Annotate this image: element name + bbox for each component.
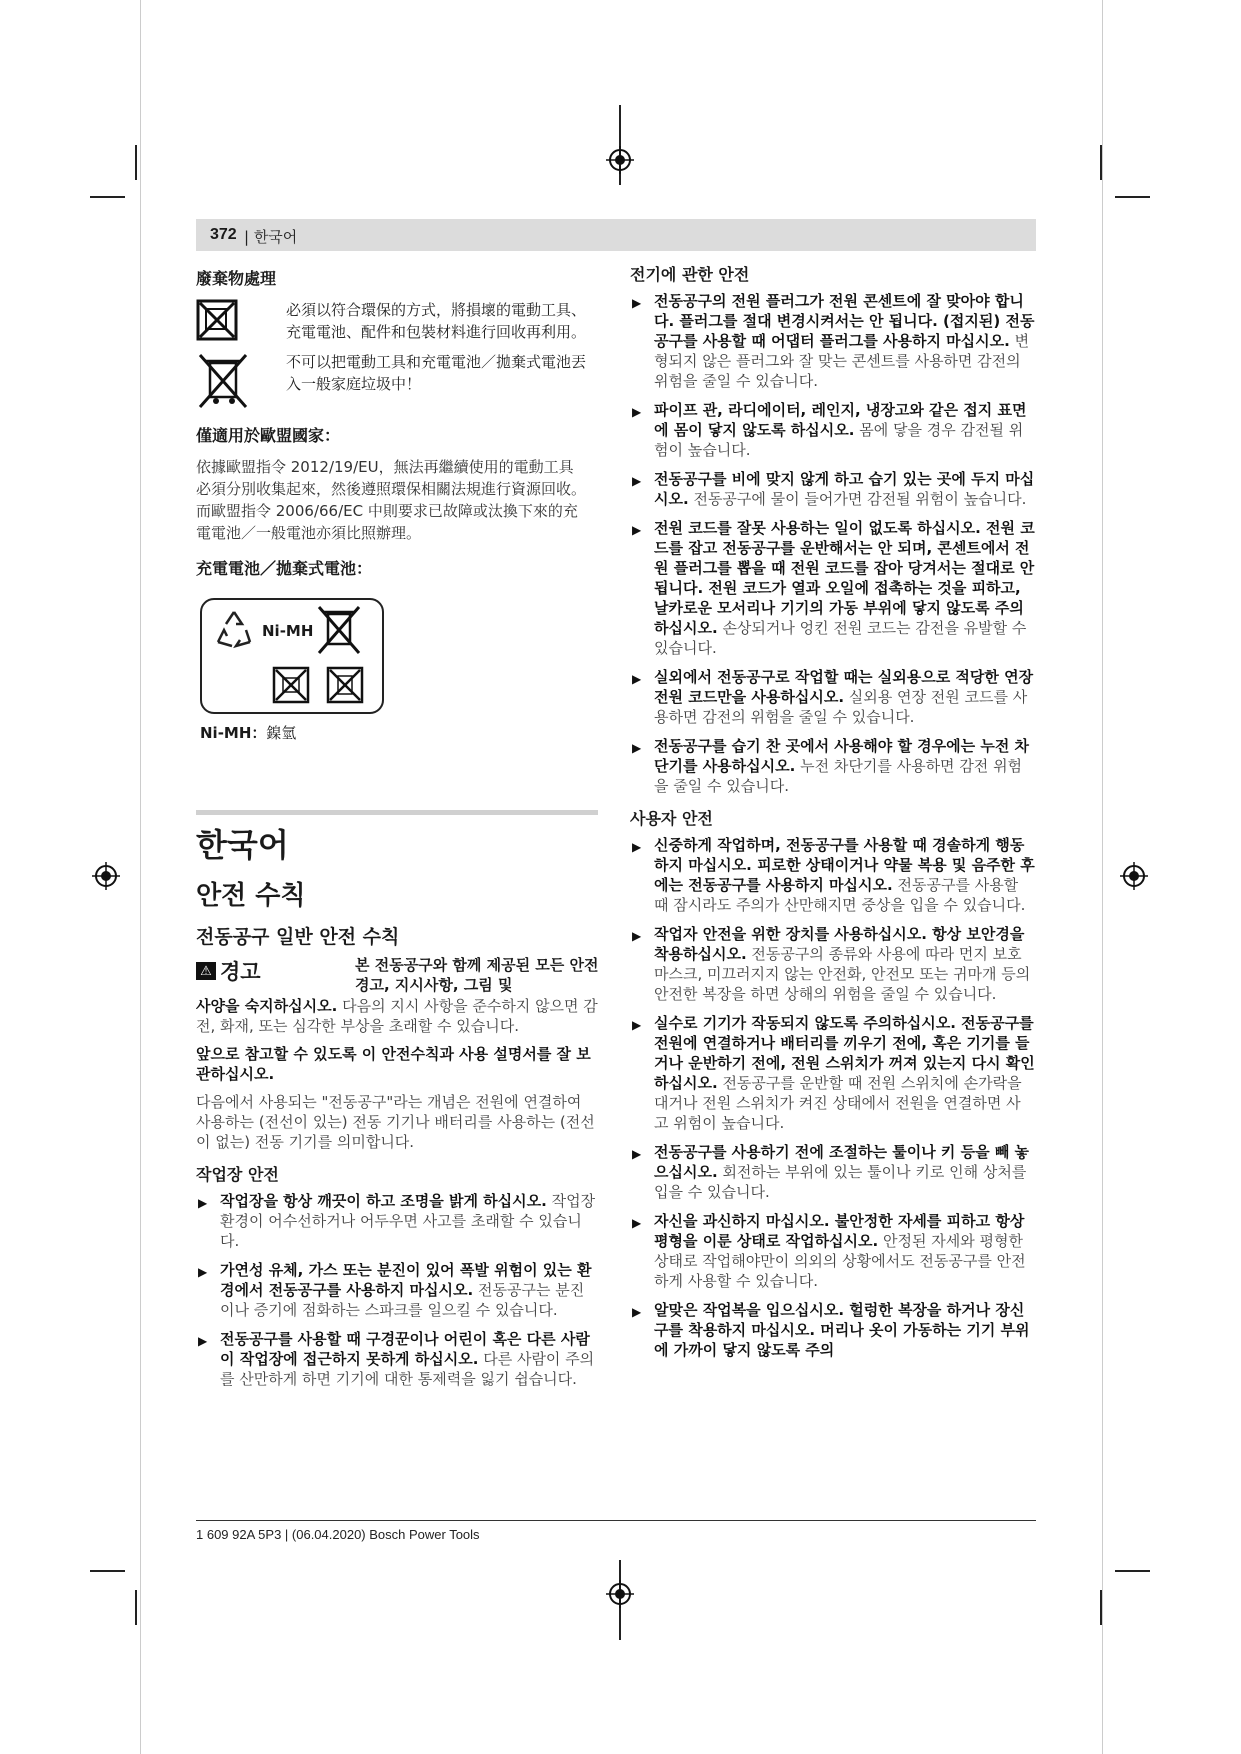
bullet-arrow-icon: ▶ xyxy=(632,1305,642,1319)
crossed-bin-icon xyxy=(196,351,268,415)
page-edge-right xyxy=(1102,0,1103,1754)
electrical-item: ▶ 전원 코드를 잘못 사용하는 일이 없도록 하십시오. 전원 코드를 잡고 전동공구를 운반해서는 안 되며, 콘센트에서 전원 플러그를 뽑을 때 전원 코드를 잡아 당겨서는 절대로 안 됩니다. 전원 코드가 열과 오일에 접촉하는 것을 피하고, 날카로운 모서리나 기기의 가동 부위에 닿지 않도록 주의하십시오. 손상되거나 엉킨 전원 코드는 감전을 유발할 수 있습니다. xyxy=(632,519,1035,657)
personal-item: ▶ 작업자 안전을 위한 장치를 사용하십시오. 항상 보안경을 착용하십시오. 전동공구의 종류와 사용에 따라 먼지 보호 마스크, 미끄러지지 않는 안전화, 안전모 또는 귀마개 등의 안전한 복장을 하면 상해의 위험을 줄일 수 있습니다. xyxy=(632,925,1031,1003)
left-column xyxy=(196,266,598,589)
electrical-title: 전기에 관한 안전 xyxy=(630,265,750,284)
language-title: 한국어 xyxy=(196,826,289,864)
registration-mark-icon xyxy=(1120,862,1148,890)
electrical-item: ▶ 전동공구를 비에 맞지 않게 하고 습기 있는 곳에 두지 마십시오. 전동공구에 물이 들어가면 감전될 위험이 높습니다. xyxy=(632,470,1035,508)
registration-mark-icon xyxy=(92,862,120,890)
bullet-arrow-icon: ▶ xyxy=(198,1265,208,1279)
general-safety-title: 전동공구 일반 안전 수칙 xyxy=(196,926,400,948)
right-column xyxy=(630,262,1035,1369)
recycle-icon xyxy=(212,608,256,652)
warning-label: 경고 xyxy=(220,960,261,984)
crop-mark xyxy=(90,1570,125,1572)
work-area-item: ▶ 가연성 유체, 가스 또는 분진이 있어 폭발 위험이 있는 환경에서 전동공구를 사용하지 마십시오. 전동공구는 분진이나 증기에 점화하는 스파크를 일으킬 수 있습니다. xyxy=(198,1261,592,1319)
waste-row-1 xyxy=(196,299,598,345)
personal-item: ▶ 실수로 기기가 작동되지 않도록 주의하십시오. 전동공구를 전원에 연결하거나 배터리를 끼우기 전에, 혹은 기기를 들거나 운반하기 전에, 전원 스위치가 꺼져 있는지 다시 확인하십시오. 전동공구를 운반할 때 전원 스위치에 손가락을 대거나 전원 스위치가 켜진 상태에서 전원을 연결하면 사고 위험이 높습니다. xyxy=(632,1014,1035,1132)
footer-rule xyxy=(196,1520,1036,1521)
waste-text-1: 必須以符合環保的方式，將損壞的電動工具、充電電池、配件和包裝材料進行回收再利用。 xyxy=(286,301,587,341)
recycle-tool-icon xyxy=(196,299,268,345)
bullet-arrow-icon: ▶ xyxy=(632,1018,642,1032)
warning-icon: ⚠ xyxy=(196,962,216,980)
bullet-arrow-icon: ▶ xyxy=(632,405,642,419)
warning-text-bold-2: 사양을 숙지하십시오. xyxy=(196,997,338,1015)
keep-instructions: 앞으로 참고할 수 있도록 이 안전수칙과 사용 설명서를 잘 보관하십시오. xyxy=(196,1045,591,1083)
personal-item: ▶ 알맞은 작업복을 입으십시오. 헐렁한 복장을 하거나 장신구를 착용하지 마십시오. 머리나 옷이 가동하는 기기 부위에 가까이 닿지 않도록 주의 xyxy=(632,1301,1030,1359)
waste-title: 廢棄物處理 xyxy=(196,269,277,288)
page-language: | 한국어 xyxy=(244,228,298,246)
nimh-legend xyxy=(200,722,296,743)
crop-mark xyxy=(1115,1570,1150,1572)
section-divider xyxy=(196,810,598,815)
bullet-arrow-icon: ▶ xyxy=(632,1147,642,1161)
crop-mark xyxy=(135,145,137,180)
bullet-arrow-icon: ▶ xyxy=(632,741,642,755)
electrical-item: ▶ 파이프 관, 라디에이터, 레인지, 냉장고와 같은 접지 표면에 몸이 닿지 않도록 하십시오. 몸에 닿을 경우 감전될 위험이 높습니다. xyxy=(632,401,1027,459)
term-definition: 다음에서 사용되는 "전동공구"라는 개념은 전원에 연결하여 사용하는 (전선이 있는) 전동 기기나 배터리를 사용하는 (전선이 없는) 전동 기기를 의미합니다. xyxy=(196,1093,595,1151)
personal-item: ▶ 자신을 과신하지 마십시오. 불안정한 자세를 피하고 항상 평형을 이룬 상태로 작업하십시오. 안정된 자세와 평형한 상태로 작업해야만이 의외의 상황에서도 전동공구를 안전하게 사용할 수 있습니다. xyxy=(632,1212,1026,1290)
battery-title: 充電電池／拋棄式電池： xyxy=(196,559,373,578)
crop-mark xyxy=(1100,1590,1102,1625)
safety-title: 안전 수칙 xyxy=(196,881,306,911)
bullet-arrow-icon: ▶ xyxy=(632,474,642,488)
left-lower-content xyxy=(196,996,598,1398)
crop-mark xyxy=(1115,196,1150,198)
work-area-item: ▶ 작업장을 항상 깨끗이 하고 조명을 밝게 하십시오. 작업장 환경이 어수선하거나 어두우면 사고를 초래할 수 있습니다. xyxy=(198,1192,596,1250)
bullet-arrow-icon: ▶ xyxy=(632,840,642,854)
bullet-arrow-icon: ▶ xyxy=(632,523,642,537)
bullet-arrow-icon: ▶ xyxy=(198,1334,208,1348)
page-number: 372 xyxy=(210,226,237,243)
crossed-bin-icon xyxy=(316,604,362,656)
waste-row-2 xyxy=(196,351,598,415)
bullet-arrow-icon: ▶ xyxy=(632,672,642,686)
nimh-value: 鎳氫 xyxy=(266,724,297,742)
crop-mark xyxy=(90,196,125,198)
eu-title: 僅適用於歐盟國家： xyxy=(196,426,341,445)
electrical-item: ▶ 실외에서 전동공구로 작업할 때는 실외용으로 적당한 연장 전원 코드만을 사용하십시오. 실외용 연장 전원 코드를 사용하면 감전의 위험을 줄일 수 있습니다. xyxy=(632,668,1034,726)
crossed-battery-icon xyxy=(272,666,310,704)
eu-text: 依據歐盟指令 2012/19/EU，無法再繼續使用的電動工具必須分別收集起來，然後遵照環保相關法規進行資源回收。而歐盟指令 2006/66/EC 中則要求已故障或汰換下來的充電電池／一般電池亦須比照辦理。 xyxy=(196,458,587,542)
warning-paragraph xyxy=(196,996,598,1036)
page-edge-left xyxy=(140,0,141,1754)
waste-text-2: 不可以把電動工具和充電電池／拋棄式電池丟入一般家庭垃圾中！ xyxy=(286,353,587,393)
crop-mark xyxy=(1100,145,1102,180)
personal-item: ▶ 신중하게 작업하며, 전동공구를 사용할 때 경솔하게 행동하지 마십시오. 피로한 상태이거나 약물 복용 및 음주한 후에는 전동공구를 사용하지 마십시오. 전동공구를 사용할 때 잠시라도 주의가 산만해지면 중상을 입을 수 있습니다. xyxy=(632,836,1035,914)
bullet-arrow-icon: ▶ xyxy=(632,1216,642,1230)
warning-text-bold-1: 본 전동공구와 함께 제공된 모든 안전경고, 지시사항, 그림 및 xyxy=(355,956,599,994)
bullet-arrow-icon: ▶ xyxy=(632,296,642,310)
warning-text-normal: 다음의 지시 사항을 준수하지 않으면 감전, 화재, 또는 심각한 부상을 초래할 수 있습니다. xyxy=(196,997,598,1035)
bullet-arrow-icon: ▶ xyxy=(632,929,642,943)
battery-symbol-text: Ni-MH xyxy=(262,622,314,640)
personal-item: ▶ 전동공구를 사용하기 전에 조절하는 툴이나 키 등을 빼 놓으십시오. 회전하는 부위에 있는 툴이나 키로 인해 상처를 입을 수 있습니다. xyxy=(632,1143,1030,1201)
work-area-title: 작업장 안전 xyxy=(196,1165,279,1184)
page-header-bar xyxy=(196,219,1036,251)
registration-mark-icon xyxy=(606,146,634,174)
crossed-battery-icon xyxy=(326,666,364,704)
crop-mark xyxy=(135,1590,137,1625)
personal-safety-title: 사용자 안전 xyxy=(630,809,713,828)
bullet-arrow-icon: ▶ xyxy=(198,1196,208,1210)
electrical-item: ▶ 전동공구의 전원 플러그가 전원 콘센트에 잘 맞아야 합니다. 플러그를 절대 변경시켜서는 안 됩니다. (접지된) 전동공구를 사용할 때 어댑터 플러그를 사용하지 마십시오. 변형되지 않은 플러그와 잘 맞는 콘센트를 사용하면 감전의 위험을 줄일 수 있습니다. xyxy=(632,292,1035,390)
page-footer: 1 609 92A 5P3 | (06.04.2020) Bosch Power Tools xyxy=(196,1527,480,1542)
battery-symbol-box xyxy=(200,598,384,714)
registration-mark-icon xyxy=(606,1580,634,1608)
work-area-item: ▶ 전동공구를 사용할 때 구경꾼이나 어린이 혹은 다른 사람이 작업장에 접근하지 못하게 하십시오. 다른 사람이 주의를 산만하게 하면 기기에 대한 통제력을 잃기 쉽습니다. xyxy=(198,1330,595,1388)
electrical-item: ▶ 전동공구를 습기 찬 곳에서 사용해야 할 경우에는 누전 차단기를 사용하십시오. 누전 차단기를 사용하면 감전 위험을 줄일 수 있습니다. xyxy=(632,737,1030,795)
nimh-label: Ni-MH： xyxy=(200,724,267,742)
